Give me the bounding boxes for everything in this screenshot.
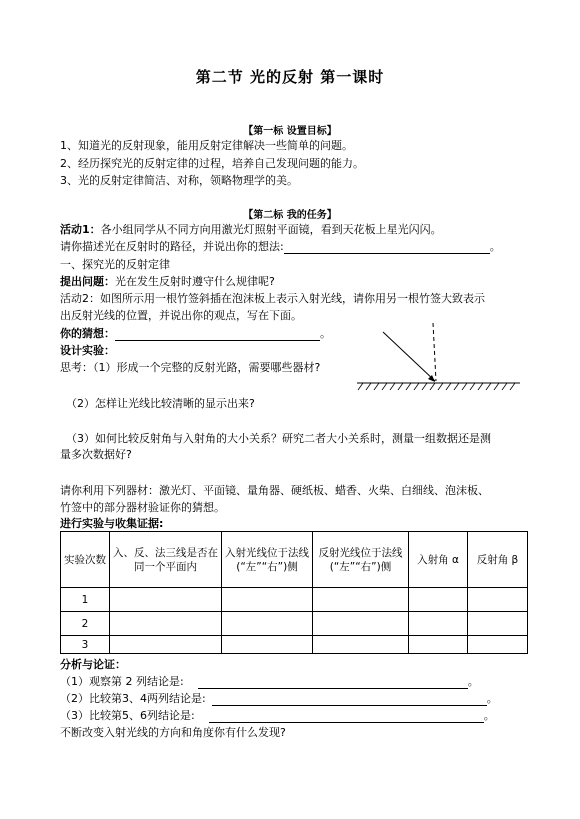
- conclusion-1-blank[interactable]: [198, 677, 468, 689]
- part1-heading: 一、探究光的反射定律: [60, 258, 170, 271]
- header-trial-number: 实验次数: [61, 532, 110, 588]
- question-label: 提出问题：: [60, 275, 115, 288]
- activity2-line2: 出反射光线的位置，并说出你的观点，写在下面。: [60, 309, 302, 322]
- describe-prompt: 请你描述光在反射时的路径，并说出你的想法:: [60, 240, 284, 253]
- think-question-2: （2）怎样让光线比较清晰的显示出来?: [66, 397, 255, 410]
- table-cell[interactable]: [110, 588, 222, 612]
- header-reflection-angle: 反射角 β: [468, 532, 528, 588]
- describe-answer-blank[interactable]: [284, 242, 490, 254]
- normal-line: [433, 323, 436, 381]
- section1-heading: 【第一标 设置目标】: [243, 126, 337, 137]
- describe-line: 请你描述光在反射时的路径，并说出你的想法: 。: [60, 240, 501, 253]
- goal-item-3: 3、光的反射定律简洁、对称，领略物理学的美。: [60, 174, 298, 187]
- table-cell[interactable]: [468, 636, 528, 654]
- table-cell[interactable]: [409, 588, 468, 612]
- table-header-row: [61, 532, 528, 588]
- table-cell[interactable]: [409, 612, 468, 636]
- table-cell[interactable]: [409, 636, 468, 654]
- table-cell[interactable]: [468, 612, 528, 636]
- equipment-line2: 竹签中的部分器材验证你的猜想。: [60, 501, 225, 514]
- reflection-diagram: [355, 320, 535, 398]
- final-question: 不断改变入射光线的方向和角度你有什么发现?: [60, 726, 286, 739]
- design-label: 设计实验：: [60, 344, 115, 357]
- guess-line: 你的猜想： 。: [60, 327, 331, 340]
- table-row: [61, 588, 528, 612]
- guess-answer-blank[interactable]: [115, 329, 320, 341]
- activity1-text: 各小组同学从不同方向用激光灯照射平面镜，看到天花板上星光闪闪。: [100, 223, 442, 236]
- conclusion-3: （3）比较第5、6列结论是: 。: [60, 709, 495, 722]
- section2-heading: 【第二标 我的任务】: [243, 210, 337, 221]
- header-reflected-side: 反射光线位于法线(“左”“右”)侧: [313, 532, 409, 588]
- table-cell[interactable]: [222, 636, 313, 654]
- goal-item-1: 1、知道光的反射现象，能用反射定律解决一些简单的问题。: [60, 139, 353, 152]
- mirror-surface: [357, 383, 520, 390]
- think-question-3-line1: （3）如何比较反射角与入射角的大小关系？研究二者大小关系时，测量一组数据还是测: [66, 432, 491, 445]
- table-cell[interactable]: [313, 588, 409, 612]
- incident-ray: [383, 332, 435, 381]
- header-coplanar: 入、反、法三线是否在同一个平面内: [110, 532, 222, 588]
- experiment-data-table: [60, 531, 528, 654]
- activity2-line1: 活动2：如图所示用一根竹签斜插在泡沫板上表示入射光线，请你用另一根竹签大致表示: [60, 292, 485, 305]
- activity1-label: 活动1：: [60, 223, 101, 236]
- row-number: 3: [61, 636, 110, 654]
- page-title: 第二节 光的反射 第一课时: [195, 68, 385, 86]
- table-cell[interactable]: [222, 588, 313, 612]
- conclusion-3-blank[interactable]: [209, 711, 484, 723]
- header-incident-angle: 入射角 α: [409, 532, 468, 588]
- table-cell[interactable]: [222, 612, 313, 636]
- conclusion-1: （1）观察第 2 列结论是: 。: [60, 675, 479, 688]
- activity1: [60, 221, 442, 237]
- table-cell[interactable]: [313, 612, 409, 636]
- goal-item-2: 2、经历探究光的反射定律的过程，培养自己发现问题的能力。: [60, 157, 364, 170]
- conclusion-2: （2）比较第3、4两列结论是: 。: [60, 692, 498, 705]
- question-text: 光在发生反射时遵守什么规律呢?: [115, 275, 275, 288]
- header-incident-side: 入射光线位于法线(“左”“右”)侧: [222, 532, 313, 588]
- table-cell[interactable]: [313, 636, 409, 654]
- row-number: 2: [61, 612, 110, 636]
- conclusion-2-blank[interactable]: [212, 694, 487, 706]
- equipment-line1: 请你利用下列器材：激光灯、平面镜、量角器、硬纸板、蜡香、火柴、白细线、泡沫板、: [60, 484, 489, 497]
- table-row: [61, 636, 528, 654]
- analysis-label: 分析与论证：: [60, 658, 126, 671]
- collect-label: 进行实验与收集证据:: [60, 517, 164, 530]
- question: [60, 273, 275, 289]
- think-question-3-line2: 量多次数据好?: [60, 448, 132, 461]
- table-row: [61, 612, 528, 636]
- table-cell[interactable]: [110, 636, 222, 654]
- table-cell[interactable]: [468, 588, 528, 612]
- row-number: 1: [61, 588, 110, 612]
- think-question-1: 思考：（1）形成一个完整的反射光路，需要哪些器材?: [60, 361, 321, 374]
- guess-label: 你的猜想：: [60, 327, 115, 340]
- table-cell[interactable]: [110, 612, 222, 636]
